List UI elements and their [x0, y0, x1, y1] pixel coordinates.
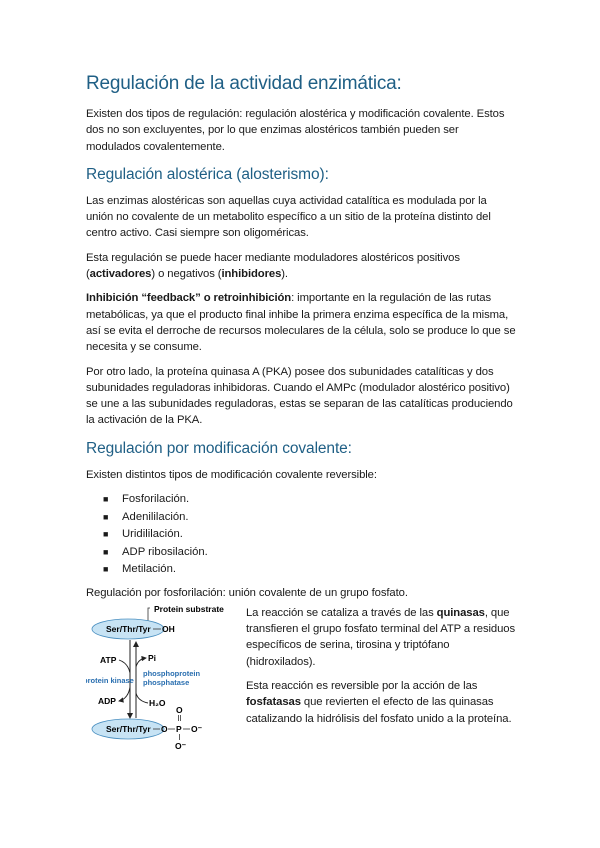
h2o-label: H₂O	[149, 697, 166, 708]
section-heading-covalent: Regulación por modificación covalente:	[86, 439, 352, 457]
term-activadores: activadores	[89, 268, 152, 281]
section-heading-allosteric: Regulación alostérica (alosterismo):	[86, 165, 329, 183]
phosphoprotein-label: phosphoprotein	[143, 668, 201, 678]
phosphorus-label: P	[176, 723, 182, 734]
substrate-bracket	[148, 608, 150, 621]
list-item: ■ ADP ribosilación.	[103, 545, 208, 558]
phosphatase-paragraph: Esta reacción es reversible por la acción de las fosfatasas que revierten el efecto de las quinasas catalizando la hidrólisis del fosfato unido a la proteína.	[246, 680, 512, 725]
allosteric-paragraph-2: Esta regulación se puede hacer mediante moduladores alostéricos positivos (activadores) o negativos (inhibidores).	[86, 251, 460, 281]
h2o-curve	[136, 693, 148, 703]
adp-curve	[119, 687, 130, 701]
term-quinasas: quinasas	[436, 606, 485, 619]
feedback-paragraph: Inhibición “feedback” o retroinhibición: importante en la regulación de las rutas metabólicas, ya que el producto final inhibe la primera enzima específica de la misma, así se evita el derroche de recursos moleculares de la célula, solo se produce lo que se necesita y se consume.	[86, 292, 516, 354]
phosphatase-label: phosphatase	[143, 677, 190, 687]
atp-label: ATP	[100, 654, 117, 665]
term-inhibidores: inhibidores	[221, 268, 282, 281]
covalent-intro: Existen distintos tipos de modificación covalente reversible:	[86, 468, 377, 481]
o-minus-bottom: O⁻	[175, 740, 187, 751]
residue-top-label: Ser/Thr/Tyr	[106, 623, 151, 634]
list-item: ■ Uridililación.	[103, 528, 183, 541]
pi-curve	[136, 658, 146, 667]
ester-o-label: O	[161, 723, 168, 734]
residue-bottom-label: Ser/Thr/Tyr	[106, 723, 151, 734]
protein-kinase-label: protein kinase	[86, 675, 134, 685]
list-item: ■ Metilación.	[103, 563, 176, 576]
pka-paragraph: Por otro lado, la proteína quinasa A (PKA) posee dos subunidades catalíticas y dos subunidades reguladoras inhibidoras. Cuando el AMPc (modulador alostérico positivo) se une a las subunidades reguladoras, estas se separan de las catalíticas produciendo la activación de la PKA.	[86, 365, 513, 427]
page-title: Regulación de la actividad enzimática:	[86, 73, 402, 94]
atp-curve	[119, 660, 130, 673]
term-fosfatasas: fosfatasas	[246, 696, 301, 709]
term-feedback: Inhibición “feedback” o retroinhibición	[86, 292, 292, 305]
kinase-paragraph: La reacción se cataliza a través de las quinasas, que transfieren el grupo fosfato terminal del ATP a residuos específicos de serina, tirosina y triptófano (hidroxilados).	[246, 606, 516, 668]
phosphorylation-diagram	[86, 603, 246, 768]
modification-list	[86, 491, 516, 579]
protein-substrate-label: Protein substrate	[154, 603, 224, 614]
pi-label: Pi	[148, 652, 157, 663]
list-item: ■ Adenililación.	[103, 510, 189, 523]
adp-label: ADP	[98, 695, 116, 706]
list-item: ■ Fosforilación.	[103, 493, 190, 506]
phospho-section	[86, 603, 516, 768]
phospho-line: Regulación por fosforilación: unión covalente de un grupo fosfato.	[86, 586, 408, 599]
oh-label: OH	[162, 623, 175, 634]
o-minus-right: O⁻	[191, 723, 203, 734]
phospho-explanation	[246, 603, 516, 768]
allosteric-paragraph-1: Las enzimas alostéricas son aquellas cuya actividad catalítica es modulada por la unión no covalente de un metabolito específico a un sitio de la proteína distinto del centro activo. Casi siempre son oligoméricas.	[86, 194, 491, 240]
document-page	[86, 72, 516, 768]
o-top-label: O	[176, 704, 183, 715]
intro-paragraph: Existen dos tipos de regulación: regulación alostérica y modificación covalente. Estos dos no son excluyentes, por lo que enzimas alostéricos también pueden ser modulados covalentemente.	[86, 108, 505, 153]
